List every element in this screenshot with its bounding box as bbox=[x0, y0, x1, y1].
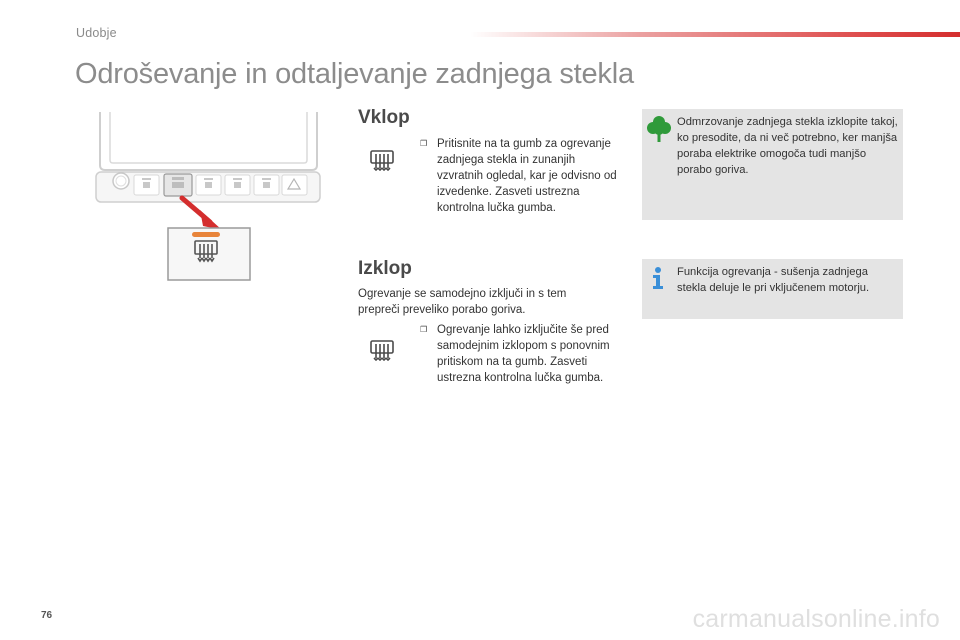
info-icon bbox=[647, 265, 669, 291]
dashboard-illustration bbox=[92, 110, 324, 290]
pointer-arrow bbox=[182, 198, 222, 230]
eco-note-text: Odmrzovanje zadnjega stekla izklopite takoj, ko presodite, da ni več potrebno, ker manjša poraba elektrike omogoča tudi manjšo porabo goriva. bbox=[677, 116, 898, 176]
step-off bbox=[420, 322, 610, 386]
indicator-lamp bbox=[192, 232, 220, 237]
checkbox-bullet-icon: ❒ bbox=[420, 325, 428, 334]
page-title: Odroševanje in odtaljevanje zadnjega stekla bbox=[75, 58, 634, 90]
tree-icon bbox=[647, 115, 671, 143]
step-on bbox=[420, 136, 620, 216]
checkbox-bullet-icon: ❒ bbox=[420, 139, 428, 148]
watermark: carmanualsonline.info bbox=[692, 605, 940, 633]
section-label: Udobje bbox=[76, 26, 117, 40]
section-heading-off: Izklop bbox=[358, 258, 412, 279]
page-number: 76 bbox=[41, 610, 53, 621]
rear-defrost-icon bbox=[369, 149, 395, 171]
step-off-text: Ogrevanje lahko izključite še pred samodejnim izklopom s ponovnim pritiskom na ta gumb. Zasveti ustrezna kontrolna lučka gumba. bbox=[437, 324, 610, 384]
info-note-box bbox=[642, 259, 903, 319]
step-on-text: Pritisnite na ta gumb za ogrevanje zadnjega stekla in zunanjih vzvratnih ogledal, kar je odvisno od izvedenke. Zasveti ustrezna kontrolna lučka gumba. bbox=[437, 138, 617, 214]
eco-note-box bbox=[642, 109, 903, 220]
info-note-text: Funkcija ogrevanja - sušenja zadnjega stekla deluje le pri vključenem motorju. bbox=[677, 266, 870, 294]
header-accent-bar bbox=[470, 32, 960, 37]
screen-frame bbox=[100, 112, 317, 170]
rear-defrost-button-zoom bbox=[168, 228, 250, 280]
section-heading-on: Vklop bbox=[358, 107, 410, 128]
off-intro-text: Ogrevanje se samodejno izključi in s tem prepreči preveliko porabo goriva. bbox=[358, 288, 567, 316]
control-strip bbox=[96, 172, 320, 202]
rear-defrost-icon bbox=[369, 339, 395, 361]
